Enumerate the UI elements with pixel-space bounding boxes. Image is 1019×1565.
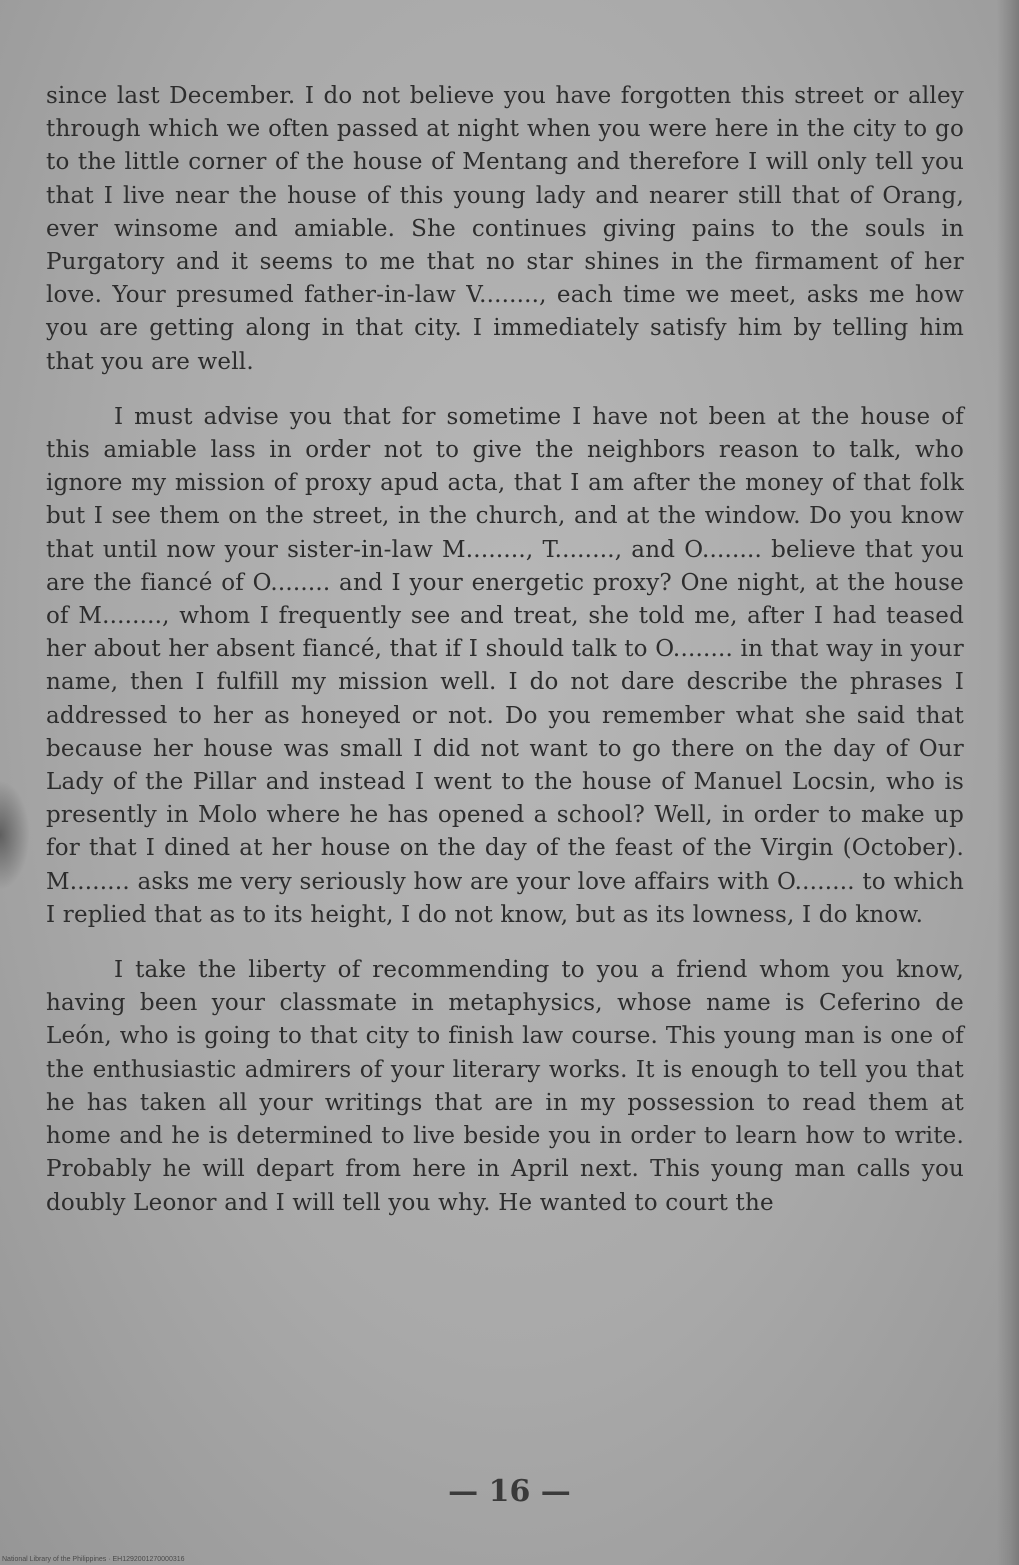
page-number: — 16 — (448, 1474, 571, 1509)
binding-shadow (0, 780, 30, 890)
paragraph-2: I must advise you that for sometime I have not been at the house of this amiable lass in order not to give the neighbors reason to talk, who ignore my mission of proxy apud acta, that I am after the money of that folk but I see them on the street, in the church, and at the window. Do you know that until now your sister-in-law M........, T........, and O........ believe that you are the fiancé of O........ and I your energetic proxy? One night, at the house of M........, whom I frequently see and treat, she told me, after I had teased her about her absent fiancé, that if I should talk to O........ in that way in your name, then I fulfill my mission well. I do not dare describe the phrases I addressed to her as honeyed or not. Do you remember what she said that because her house was small I did not want to go there on the day of Our Lady of the Pillar and instead I went to the house of Manuel Locsin, who is presently in Molo where he has opened a school? Well, in order to make up for that I dined at her house on the day of the feast of the Virgin (October). M........ asks me very seriously how are your love affairs with O........ to which I replied that as to its height, I do not know, but as its lowness, I do know. (46, 403, 964, 928)
paragraph-3: I take the liberty of recommending to you a friend whom you know, having been your classmate in metaphysics, whose name is Ceferino de León, who is going to that city to finish law course. This young man is one of the enthusiastic admirers of your literary works. It is enough to tell you that he has taken all your writings that are in my possession to read them at home and he is determined to live beside you in order to learn how to write. Probably he will depart from here in April next. This young man calls you doubly Leonor and I will tell you why. He wanted to court the (46, 957, 964, 1216)
body-text (46, 80, 964, 1220)
paragraph-1: since last December. I do not believe you have forgotten this street or alley through which we often passed at night when you were here in the city to go to the little corner of the house of Mentang and therefore I will only tell you that I live near the house of this young lady and nearer still that of Orang, ever winsome and amiable. She continues giving pains to the souls in Purgatory and it seems to me that no star shines in the firmament of her love. Your presumed father-in-law V........, each time we meet, asks me how you are getting along in that city. I immediately satisfy him by telling him that you are well. (46, 83, 964, 375)
page-edge-shadow (997, 0, 1019, 1565)
scan-credit: National Library of the Philippines · EH1292001270000316 (2, 1556, 185, 1563)
